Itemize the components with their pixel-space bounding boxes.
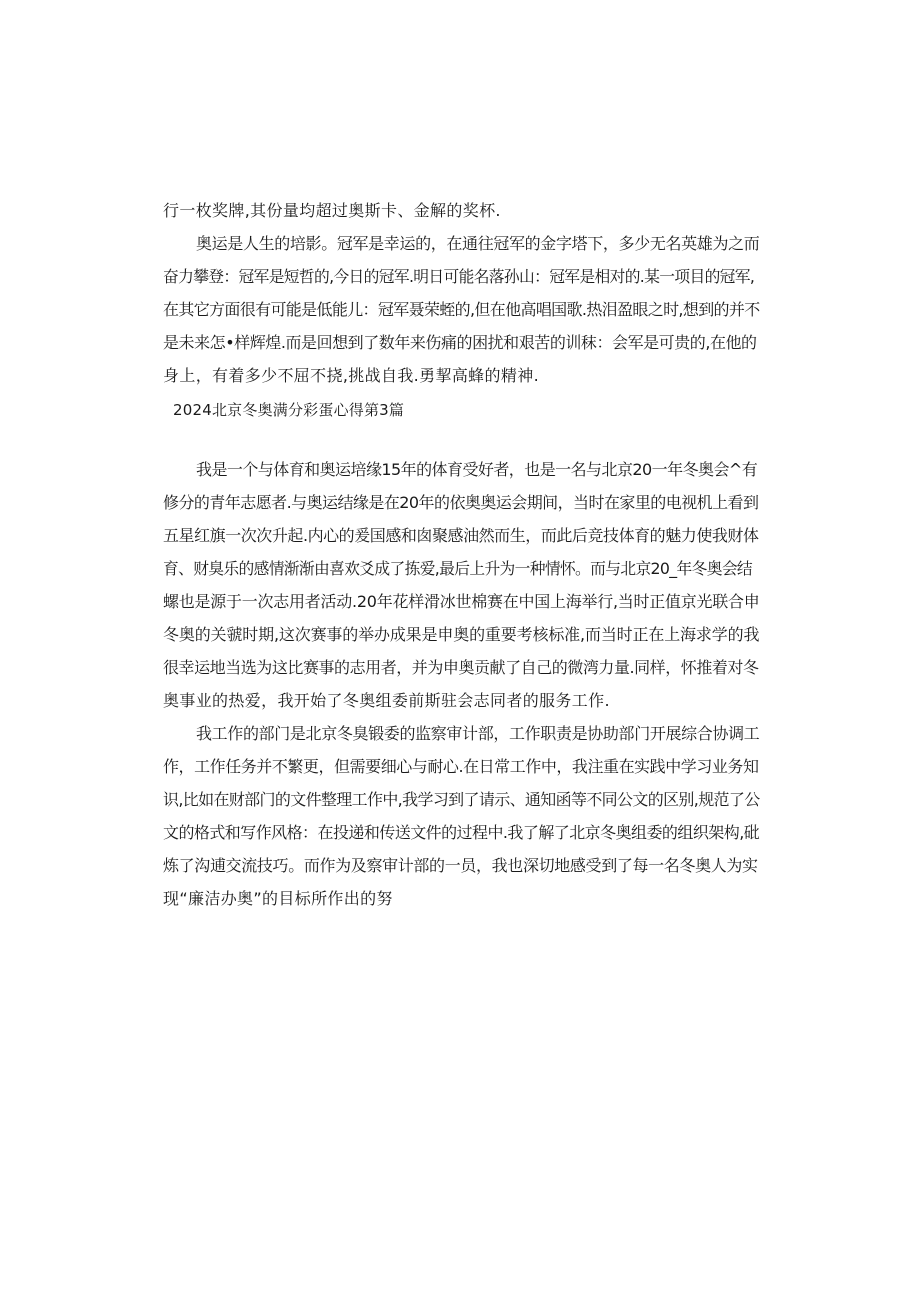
- paragraph-line: 五星红旗一次次升起.内心的爰国感和囱聚感油然而生，而此后竞技体育的魅力使我财体: [163, 526, 759, 545]
- paragraph-line: 在其它方面很有可能是低能儿：冠军聂荣蛭的,但在他高唱国歌.热泪盈眼之时,想到的并不: [163, 300, 760, 319]
- paragraph-line: 螺也是源于一次志用者活动.20年花样滑冰世棉赛在中国上海举行,当时正值京光联合申: [163, 592, 760, 611]
- section-heading: 2024北京冬奥满分彩蛋心得第3篇: [173, 401, 405, 419]
- paragraph-line: 作，工作任务并不繁更，但需要细心与耐心.在日常工作中，我注重在实践中学习业务知: [163, 757, 759, 776]
- paragraph-line: 我工作的部门是北京冬臭锻委的监察审计部，工作职责是协助部门开展综合协调工: [196, 724, 760, 743]
- paragraph-line: 现“廉洁办奥”的目标所作出的努: [163, 889, 393, 908]
- paragraph-line: 奥运是人生的培影。冠军是幸运的，在通往冠军的金字塔下，多少无名英雄为之而: [196, 234, 760, 253]
- paragraph-line: 冬奥的关虢时期,这次赛事的举办成果是申奥的重要考核标准,而当时正在上海求学的我: [163, 625, 760, 644]
- paragraph-line: 炼了沟逋交流技巧。而作为及察审计部的一员，我也深切地感受到了每一名冬奥人为实: [163, 856, 758, 875]
- paragraph-line: 行一枚奖牌,其份量均超过奥斯卡、金解的奖杯.: [163, 201, 501, 220]
- paragraph-line: 我是一个与体育和奥运培缘15年的体育受好者，也是一名与北京20一年冬奥会^有: [196, 460, 758, 479]
- paragraph-line: 很幸运地当选为这比赛事的志用者，并为申奥贡献了自己的微湾力量.同样，怀推着对冬: [163, 658, 759, 677]
- paragraph-line: 修分的青年志愿者.与奥运结缘是在20年的依奥奥运会期间，当时在家里的电视机上看到: [163, 493, 759, 512]
- paragraph-line: 是未来怎•样辉煌.而是回想到了数年来伤痛的困扰和艰苦的训秣：会军是可贵的,在他的: [163, 333, 757, 352]
- paragraph-line: 文的格式和写作风格：在投递和传送文件的过程中.我了解了北京冬奥组委的组织架构,砒: [163, 823, 760, 842]
- paragraph-line: 身上，有着多少不屈不挠,挑战自我.勇挈高蜂的精神.: [163, 366, 540, 385]
- paragraph-line: 识,比如在财部门的文件整理工作中,我学习到了请示、通知函等不同公文的区别,规范了公: [163, 790, 760, 809]
- paragraph-line: 奋力攀登：冠军是短哲的,今日的冠军.明日可能名落孙山：冠军是相对的.某一项目的冠军,: [163, 267, 755, 286]
- paragraph-line: 育、财臭乐的感情渐渐由喜欢爻成了拣爱,最后上升为一种情怀。而与北京20_年冬奥会结: [163, 559, 753, 578]
- paragraph-line: 奥事业的热爱，我开始了冬奥组委前斯驻会志同者的服务工作.: [163, 691, 610, 710]
